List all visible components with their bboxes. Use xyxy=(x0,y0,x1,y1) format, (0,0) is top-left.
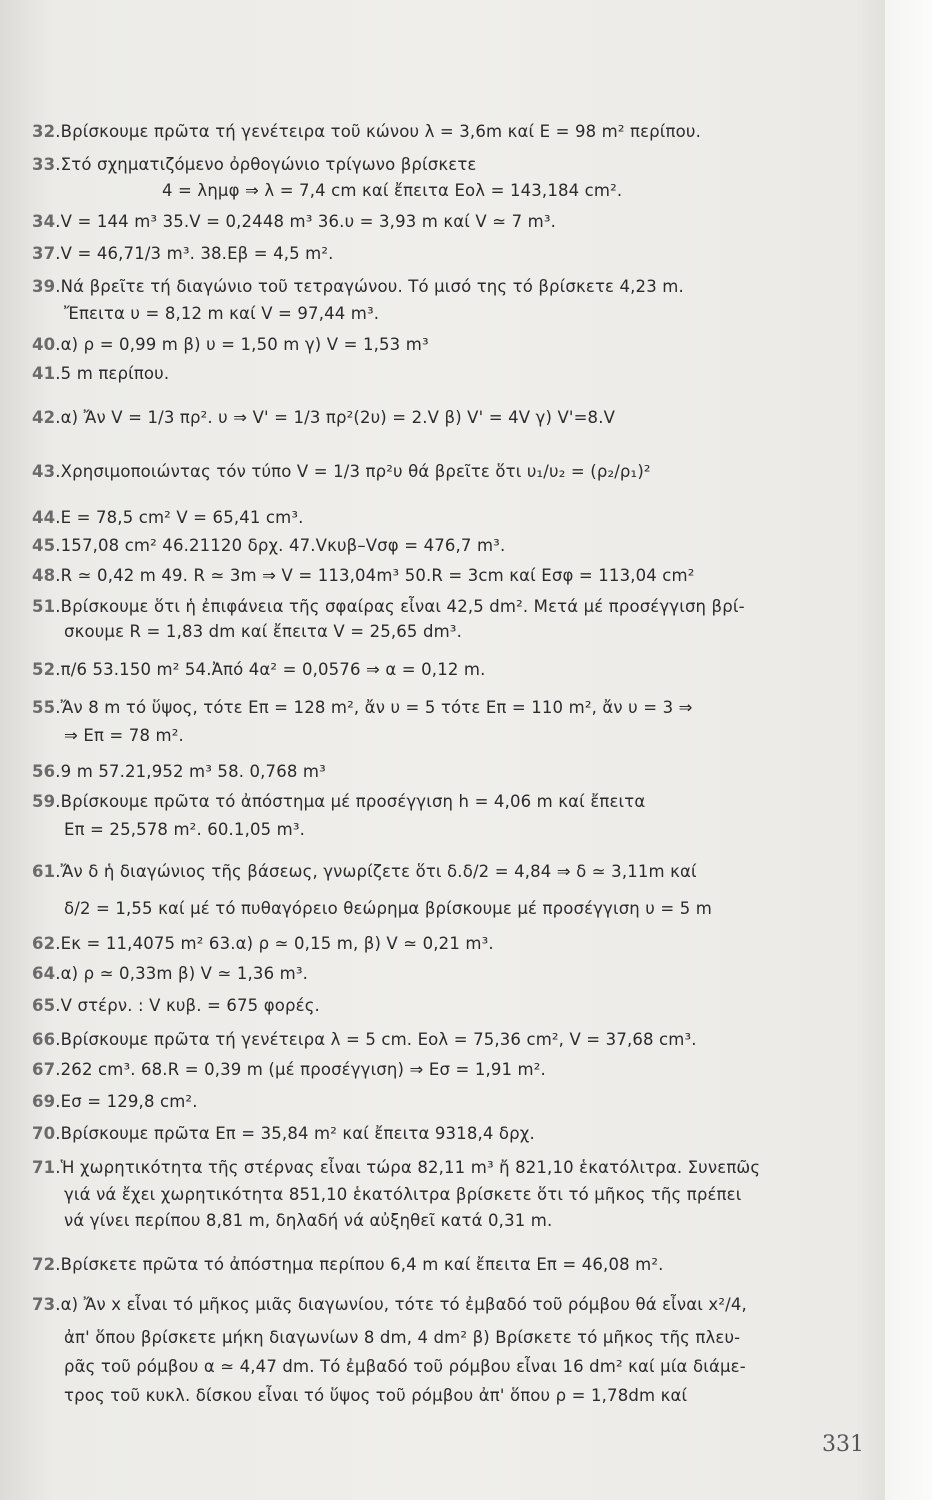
answer-number: 64 xyxy=(32,964,56,983)
answer-line xyxy=(32,698,693,718)
answer-number: 32 xyxy=(32,122,56,141)
answer-text: νά γίνει περίπου 8,81 m, δηλαδή νά αὐξηθεῖ κατά 0,31 m. xyxy=(64,1211,553,1230)
answer-number: 67 xyxy=(32,1060,56,1079)
answer-number: 33 xyxy=(32,155,56,174)
answer-text: τρος τοῦ κυκλ. δίσκου εἶναι τό ὕψος τοῦ ρόμβου ἀπ' ὅπου ρ = 1,78dm καί xyxy=(64,1386,688,1405)
answer-number: 70 xyxy=(32,1124,56,1143)
answer-line xyxy=(32,155,477,175)
answer-number: 45 xyxy=(32,536,56,555)
answer-line xyxy=(32,508,304,528)
answer-text: .Χρησιμοποιώντας τόν τύπο V = 1/3 πρ²υ θά βρεῖτε ὅτι υ₁/υ₂ = (ρ₂/ρ₁)² xyxy=(55,462,651,481)
answer-line xyxy=(32,762,326,782)
answer-number: 61 xyxy=(32,862,56,881)
answer-line xyxy=(64,899,712,919)
answer-line xyxy=(32,536,505,556)
answer-line xyxy=(32,364,169,384)
answer-line xyxy=(32,964,308,984)
answer-line xyxy=(32,212,556,232)
answer-text: .E = 78,5 cm² V = 65,41 cm³. xyxy=(55,508,304,527)
answer-text: .Βρίσκουμε πρῶτα τή γενέτειρα τοῦ κώνου λ = 3,6m καί E = 98 m² περίπου. xyxy=(55,122,701,141)
answer-line xyxy=(64,1386,687,1406)
answer-line xyxy=(32,597,745,617)
answer-text: .Βρίσκουμε πρῶτα τό ἀπόστημα μέ προσέγγιση h = 4,06 m καί ἔπειτα xyxy=(55,792,646,811)
answer-text: .π/6 53.150 m² 54.Ἀπό 4α² = 0,0576 ⇒ α = 0,12 m. xyxy=(55,660,486,679)
answer-line xyxy=(32,1092,198,1112)
answer-text: .Eσ = 129,8 cm². xyxy=(55,1092,198,1111)
answer-number: 40 xyxy=(32,335,56,354)
answer-line xyxy=(32,1158,760,1178)
answer-line xyxy=(64,726,184,746)
answer-text: .V στέρν. : V κυβ. = 675 φορές. xyxy=(55,996,320,1015)
answer-text: .Βρίσκουμε ὅτι ἡ ἐπιφάνεια τῆς σφαίρας εἶναι 42,5 dm². Μετά μέ προσέγγιση βρί- xyxy=(55,597,745,616)
answer-text: ἀπ' ὅπου βρίσκετε μήκη διαγωνίων 8 dm, 4 dm² β) Βρίσκετε τό μῆκος τῆς πλευ- xyxy=(64,1328,741,1347)
answer-text: .Στό σχηματιζόμενο ὀρθογώνιο τρίγωνο βρίσκετε xyxy=(55,155,477,174)
answer-line xyxy=(32,862,697,882)
answer-text: δ/2 = 1,55 καί μέ τό πυθαγόρειο θεώρημα βρίσκουμε μέ προσέγγιση υ = 5 m xyxy=(64,899,713,918)
answer-line xyxy=(32,566,695,586)
answer-text: .9 m 57.21,952 m³ 58. 0,768 m³ xyxy=(55,762,326,781)
answer-number: 44 xyxy=(32,508,56,527)
answer-number: 69 xyxy=(32,1092,56,1111)
answer-line xyxy=(32,1060,546,1080)
answer-number: 42 xyxy=(32,408,56,427)
answer-number: 41 xyxy=(32,364,56,383)
answer-text: Ἔπειτα υ = 8,12 m καί V = 97,44 m³. xyxy=(64,304,380,323)
answer-text: .Βρίσκουμε πρῶτα Eπ = 35,84 m² καί ἔπειτα 9318,4 δρχ. xyxy=(55,1124,535,1143)
answer-line xyxy=(32,1255,664,1275)
answer-text: .Ἄν δ ἡ διαγώνιος τῆς βάσεως, γνωρίζετε ὅτι δ.δ/2 = 4,84 ⇒ δ ≃ 3,11m καί xyxy=(55,862,697,881)
answer-line xyxy=(64,1211,552,1231)
answer-text: .Βρίσκετε πρῶτα τό ἀπόστημα περίπου 6,4 m καί ἔπειτα Eπ = 46,08 m². xyxy=(55,1255,664,1274)
answer-number: 71 xyxy=(32,1158,56,1177)
answer-number: 59 xyxy=(32,792,56,811)
answer-number: 65 xyxy=(32,996,56,1015)
answer-line xyxy=(32,792,645,812)
answer-line xyxy=(32,1295,747,1315)
answer-line xyxy=(64,1328,740,1348)
answer-text: .Βρίσκουμε πρῶτα τή γενέτειρα λ = 5 cm. Eολ = 75,36 cm², V = 37,68 cm³. xyxy=(55,1030,697,1049)
answer-number: 51 xyxy=(32,597,56,616)
answer-number: 66 xyxy=(32,1030,56,1049)
answer-text: γιά νά ἔχει χωρητικότητα 851,10 ἑκατόλιτρα βρίσκετε ὅτι τό μῆκος τῆς πρέπει xyxy=(64,1185,742,1204)
answer-number: 62 xyxy=(32,934,56,953)
answer-text: 4 = λημφ ⇒ λ = 7,4 cm καί ἔπειτα Eολ = 143,184 cm². xyxy=(162,181,623,200)
answer-line xyxy=(32,934,494,954)
answer-text: .V = 46,71/3 m³. 38.Eβ = 4,5 m². xyxy=(55,244,334,263)
answer-number: 48 xyxy=(32,566,56,585)
answer-line xyxy=(32,408,615,428)
answer-line xyxy=(32,996,320,1016)
answer-line xyxy=(64,622,462,642)
answer-text: .α) Ἄν V = 1/3 πρ². υ ⇒ V' = 1/3 πρ²(2υ) = 2.V β) V' = 4V γ) V'=8.V xyxy=(55,408,616,427)
answer-text: .262 cm³. 68.R = 0,39 m (μέ προσέγγιση) ⇒ Eσ = 1,91 m². xyxy=(55,1060,546,1079)
answer-text: σκουμε R = 1,83 dm καί ἔπειτα V = 25,65 dm³. xyxy=(64,622,462,641)
answer-line xyxy=(64,1185,741,1205)
answer-text: .Νά βρεῖτε τή διαγώνιο τοῦ τετραγώνου. Τό μισό της τό βρίσκετε 4,23 m. xyxy=(55,277,684,296)
answer-text: .V = 144 m³ 35.V = 0,2448 m³ 36.υ = 3,93 m καί V ≃ 7 m³. xyxy=(55,212,557,231)
answer-number: 52 xyxy=(32,660,56,679)
answer-text: .157,08 cm² 46.21120 δρχ. 47.Vκυβ–Vσφ = 476,7 m³. xyxy=(55,536,506,555)
answer-line xyxy=(32,335,429,355)
answer-line xyxy=(162,181,622,201)
answer-number: 72 xyxy=(32,1255,56,1274)
page-number: 331 xyxy=(822,1432,864,1457)
answer-text: .Eκ = 11,4075 m² 63.α) ρ ≃ 0,15 m, β) V ≃ 0,21 m³. xyxy=(55,934,494,953)
answer-line xyxy=(32,660,486,680)
answer-line xyxy=(64,820,305,840)
answer-number: 56 xyxy=(32,762,56,781)
answer-number: 34 xyxy=(32,212,56,231)
page-edge xyxy=(885,0,932,1500)
answer-number: 43 xyxy=(32,462,56,481)
answer-line xyxy=(32,1030,697,1050)
answer-text: .α) ρ = 0,99 m β) υ = 1,50 m γ) V = 1,53 m³ xyxy=(55,335,429,354)
answer-text: .α) Ἄν x εἶναι τό μῆκος μιᾶς διαγωνίου, τότε τό ἐμβαδό τοῦ ρόμβου θά εἶναι x²/4, xyxy=(55,1295,747,1314)
answer-text: .Ἡ χωρητικότητα τῆς στέρνας εἶναι τώρα 82,11 m³ ἤ 821,10 ἑκατόλιτρα. Συνεπῶς xyxy=(55,1158,761,1177)
answer-line xyxy=(32,462,651,482)
answer-line xyxy=(32,122,701,142)
answer-line xyxy=(64,304,379,324)
answer-number: 37 xyxy=(32,244,56,263)
answer-line xyxy=(64,1357,746,1377)
answer-number: 39 xyxy=(32,277,56,296)
answer-line xyxy=(32,1124,535,1144)
answer-text: .α) ρ ≃ 0,33m β) V ≃ 1,36 m³. xyxy=(55,964,308,983)
answer-text: .5 m περίπου. xyxy=(55,364,170,383)
answer-text: .Ἄν 8 m τό ὕψος, τότε Eπ = 128 m², ἄν υ = 5 τότε Eπ = 110 m², ἄν υ = 3 ⇒ xyxy=(55,698,693,717)
answer-line xyxy=(32,244,334,264)
answer-text: Eπ = 25,578 m². 60.1,05 m³. xyxy=(64,820,306,839)
answer-text: ρᾶς τοῦ ρόμβου α ≃ 4,47 dm. Τό ἐμβαδό τοῦ ρόμβου εἶναι 16 dm² καί μία διάμε- xyxy=(64,1357,746,1376)
answer-number: 73 xyxy=(32,1295,56,1314)
answer-text: .R ≃ 0,42 m 49. R ≃ 3m ⇒ V = 113,04m³ 50.R = 3cm καί Eσφ = 113,04 cm² xyxy=(55,566,695,585)
answer-text: ⇒ Eπ = 78 m². xyxy=(64,726,184,745)
answer-line xyxy=(32,277,684,297)
answer-number: 55 xyxy=(32,698,56,717)
